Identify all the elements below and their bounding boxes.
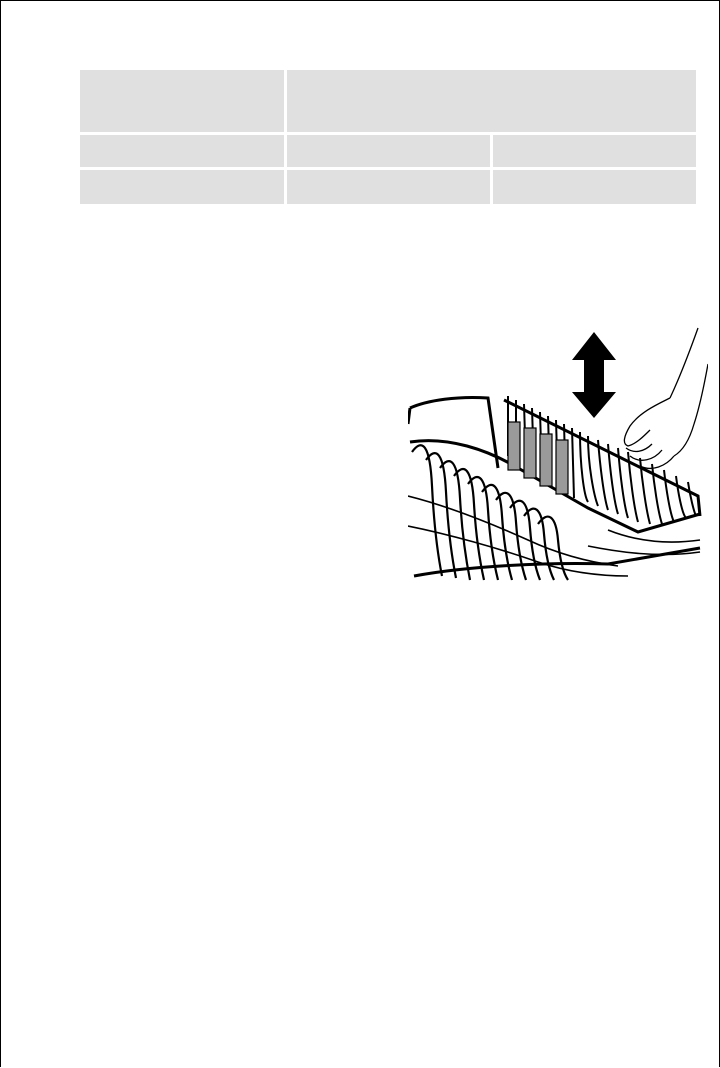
table-cell-r2c1 — [80, 170, 284, 204]
table-cell-r1c2 — [287, 135, 490, 167]
hand-icon — [624, 328, 708, 468]
table-cell-r2c3 — [493, 170, 696, 204]
basket-drawing — [408, 326, 708, 588]
table-header-cell-2 — [287, 70, 696, 132]
table-cell-r1c1 — [80, 135, 284, 167]
table-cell-r2c2 — [287, 170, 490, 204]
cutlery-holder — [508, 422, 568, 494]
double-vertical-arrow-icon — [572, 332, 616, 418]
table-header-cell-1 — [80, 70, 284, 132]
table-cell-r1c3 — [493, 135, 696, 167]
basket-illustration — [408, 326, 708, 588]
